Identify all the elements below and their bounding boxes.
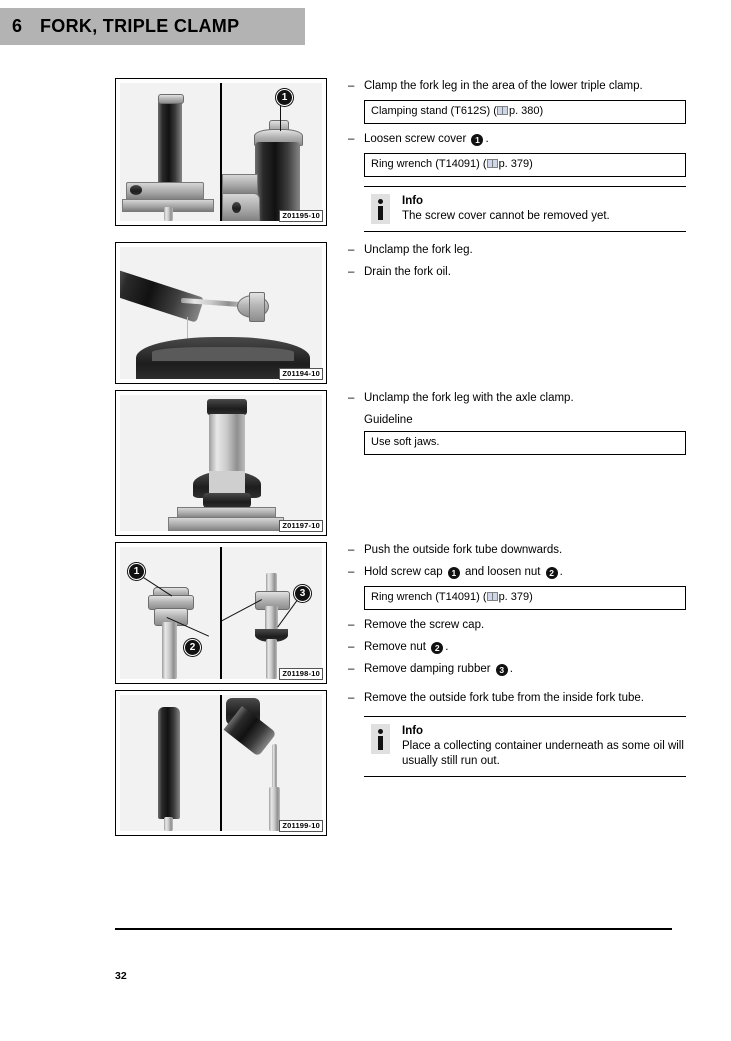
info-text: The screw cover cannot be removed yet.: [402, 210, 610, 222]
step-text-pre: Loosen screw cover: [364, 133, 470, 145]
reference-box-ring-wrench[interactable]: [364, 153, 686, 177]
guideline-text: Use soft jaws.: [371, 436, 440, 448]
footer-divider: [115, 928, 672, 930]
step-dash: –: [348, 692, 355, 704]
instruction-step: [348, 242, 686, 259]
figure-z01198: [115, 542, 327, 684]
info-block-collecting-container: [364, 716, 686, 777]
info-icon: [371, 194, 390, 224]
step-text-post: .: [509, 663, 513, 675]
figure-caption: Z01198-10: [279, 668, 323, 680]
step-text: Unclamp the fork leg with the axle clamp.: [364, 392, 574, 404]
info-text: Place a collecting container underneath as some oil will usually still run out.: [402, 740, 684, 767]
step-text: Drain the fork oil.: [364, 266, 451, 278]
figure-pane-single: [120, 395, 322, 531]
reference-close: ): [539, 105, 544, 117]
reference-box-ring-wrench[interactable]: [364, 586, 686, 610]
instruction-step-hold-cap: [348, 564, 686, 581]
step-dash: –: [348, 663, 355, 675]
figure-caption: Z01199-10: [279, 820, 323, 832]
callout-1: 1: [276, 89, 293, 106]
instruction-step-remove-nut: [348, 639, 686, 656]
book-icon: [497, 105, 508, 114]
step-text-mid: and loosen nut: [461, 566, 544, 578]
reference-box-clamping-stand[interactable]: [364, 100, 686, 124]
figure-column-3: [0, 390, 337, 536]
figure-column-1: [0, 78, 337, 226]
figure-z01197: [115, 390, 327, 536]
step-text: [364, 661, 686, 678]
procedure-section-4: [0, 542, 731, 684]
instruction-step: [348, 78, 686, 95]
figure-pane-left: [120, 695, 220, 831]
guideline-label: Guideline: [364, 414, 413, 426]
step-text-pre: Remove nut: [364, 641, 430, 653]
instruction-step: [348, 390, 686, 407]
procedure-section-5: [0, 690, 731, 836]
figure-column-4: [0, 542, 337, 684]
figure-pane-right: [220, 83, 322, 221]
step-text-pre: Hold screw cap: [364, 566, 446, 578]
callout-3: 3: [294, 585, 311, 602]
chapter-number: 6: [12, 16, 23, 36]
procedure-section-1: [0, 78, 731, 236]
figure-pane-right: [220, 547, 322, 679]
step-text: [364, 564, 686, 581]
page-number: 32: [115, 970, 127, 982]
page-content: [0, 78, 731, 836]
reference-label: Clamping stand (T612S) (: [371, 105, 497, 117]
reference-label: Ring wrench (T14091) (: [371, 158, 487, 170]
page-header: [0, 8, 305, 45]
step-text: Remove the screw cap.: [364, 619, 485, 631]
step-dash: –: [348, 392, 355, 404]
reference-page: p. 380: [508, 105, 540, 117]
figure-caption: Z01195-10: [279, 210, 323, 222]
step-text-post: .: [559, 566, 563, 578]
figure-caption: Z01194-10: [279, 368, 323, 380]
info-body: [402, 724, 686, 769]
text-column-5: [337, 690, 731, 781]
reference-label: Ring wrench (T14091) (: [371, 591, 487, 603]
guideline-box: [364, 431, 686, 455]
step-text: Push the outside fork tube downwards.: [364, 544, 563, 556]
info-body: [402, 194, 686, 224]
info-title: Info: [402, 195, 424, 207]
procedure-section-2: [0, 242, 731, 384]
figure-z01199: [115, 690, 327, 836]
text-column-1: [337, 78, 731, 236]
instruction-step: [348, 617, 686, 634]
figure-pane-single: [120, 247, 322, 379]
reference-close: ): [529, 158, 533, 170]
step-dash: –: [348, 641, 355, 653]
step-text-pre: Remove damping rubber: [364, 663, 494, 675]
instruction-step: [348, 264, 686, 281]
step-dash: –: [348, 544, 355, 556]
callout-ref-1: 1: [448, 567, 460, 579]
step-dash: –: [348, 566, 355, 578]
text-column-3: [337, 390, 731, 462]
info-title: Info: [402, 725, 424, 737]
step-dash: –: [348, 244, 355, 256]
reference-page: p. 379: [498, 158, 530, 170]
text-column-2: [337, 242, 731, 286]
step-text: Unclamp the fork leg.: [364, 244, 473, 256]
step-text: [364, 131, 686, 148]
instruction-step-loosen-cover: [348, 131, 686, 148]
figure-pane-left: [120, 547, 220, 679]
callout-ref-2: 2: [546, 567, 558, 579]
reference-page: p. 379: [498, 591, 530, 603]
figure-pane-right: [220, 695, 322, 831]
step-text-post: .: [445, 641, 449, 653]
reference-close: ): [529, 591, 533, 603]
text-column-4: [337, 542, 731, 683]
instruction-step-remove-rubber: [348, 661, 686, 678]
callout-ref-2: 2: [431, 642, 443, 654]
figure-z01195: [115, 78, 327, 226]
info-block-screw-cover: [364, 186, 686, 232]
instruction-step: [348, 542, 686, 559]
figure-pane-left: [120, 83, 220, 221]
figure-column-2: [0, 242, 337, 384]
page-title: FORK, TRIPLE CLAMP: [40, 16, 240, 36]
step-dash: –: [348, 133, 355, 145]
callout-ref-3: 3: [496, 664, 508, 676]
procedure-section-3: [0, 390, 731, 536]
callout-2: 2: [184, 639, 201, 656]
step-text: Remove the outside fork tube from the inside fork tube.: [364, 692, 644, 704]
step-dash: –: [348, 80, 355, 92]
book-icon: [487, 591, 498, 600]
step-text: [364, 639, 686, 656]
step-dash: –: [348, 619, 355, 631]
book-icon: [487, 158, 498, 167]
step-text-post: .: [485, 133, 489, 145]
step-text: Clamp the fork leg in the area of the lower triple clamp.: [364, 80, 643, 92]
figure-column-5: [0, 690, 337, 836]
figure-caption: Z01197-10: [279, 520, 323, 532]
callout-ref-1: 1: [471, 134, 483, 146]
step-dash: –: [348, 266, 355, 278]
instruction-step: [348, 690, 686, 707]
info-icon: [371, 724, 390, 754]
callout-1: 1: [128, 563, 145, 580]
figure-z01194: [115, 242, 327, 384]
